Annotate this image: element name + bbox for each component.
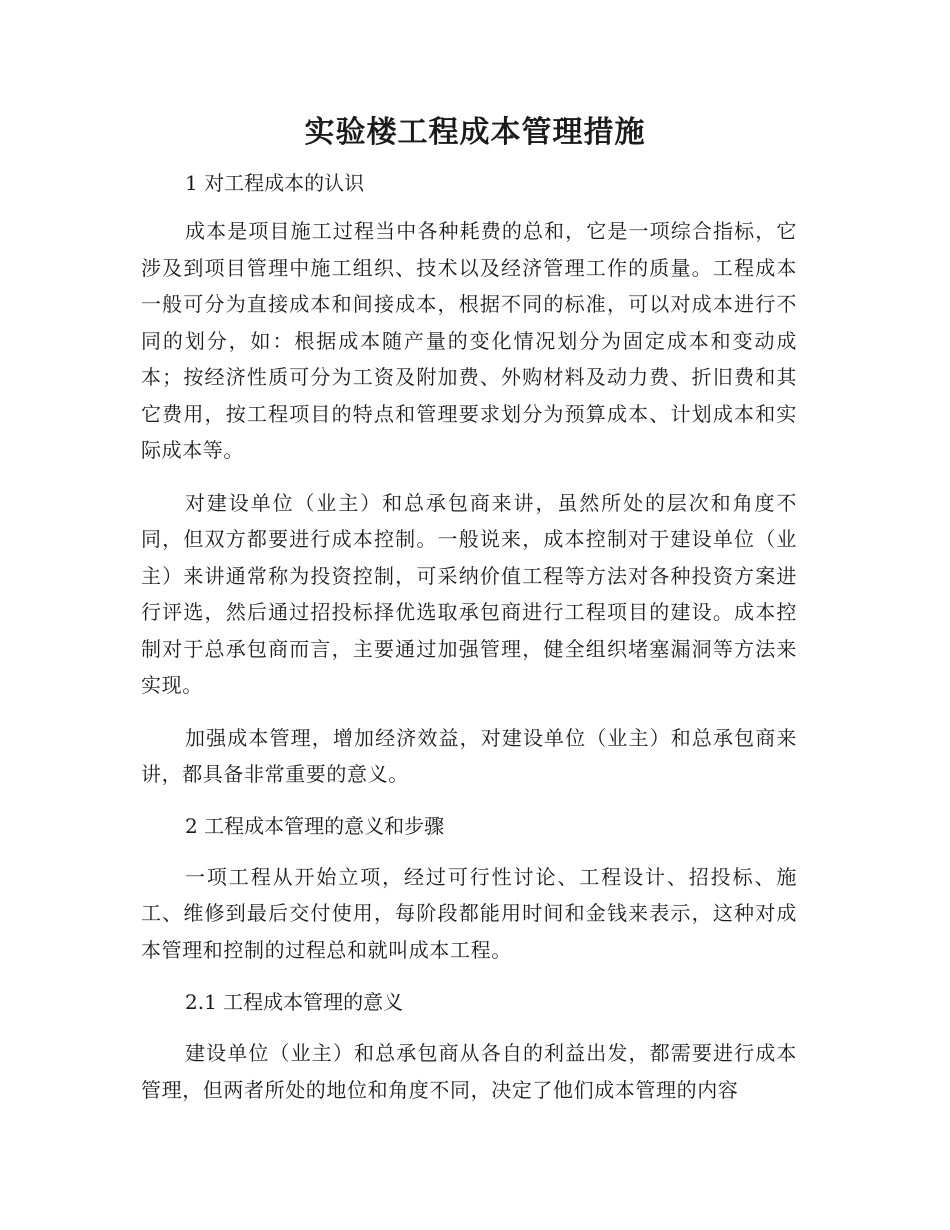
- document-body: [141, 168, 797, 1108]
- body-paragraph: 成本是项目施工过程当中各种耗费的总和，它是一项综合指标，它涉及到项目管理中施工组织、技术以及经济管理工作的质量。工程成本一般可分为直接成本和间接成本，根据不同的标准，可以对成本进行不同的划分，如：根据成本随产量的变化情况划分为固定成本和变动成本；按经济性质可分为工资及附加费、外购材料及动力费、折旧费和其它费用，按工程项目的特点和管理要求划分为预算成本、计划成本和实际成本等。: [141, 219, 797, 462]
- section-heading: 2 工程成本管理的意义和步骤: [185, 813, 445, 838]
- body-paragraph: 一项工程从开始立项，经过可行性讨论、工程设计、招投标、施工、维修到最后交付使用，每阶段都能用时间和金钱来表示，这种对成本管理和控制的过程总和就叫成本工程。: [141, 864, 797, 962]
- body-paragraph: 对建设单位（业主）和总承包商来讲，虽然所处的层次和角度不同，但双方都要进行成本控制。一般说来，成本控制对于建设单位（业主）来讲通常称为投资控制，可采纳价值工程等方法对各种投资方案进行评选，然后通过招投标择优选取承包商进行工程项目的建设。成本控制对于总承包商而言，主要通过加强管理，健全组织堵塞漏洞等方法来实现。: [141, 490, 797, 697]
- body-paragraph: 建设单位（业主）和总承包商从各自的利益出发，都需要进行成本管理，但两者所处的地位和角度不同，决定了他们成本管理的内容: [141, 1041, 797, 1102]
- body-paragraph: 加强成本管理，增加经济效益，对建设单位（业主）和总承包商来讲，都具备非常重要的意义。: [141, 725, 797, 786]
- subsection-heading: 2.1 工程成本管理的意义: [185, 990, 404, 1014]
- document-title: 实验楼工程成本管理措施: [304, 115, 646, 150]
- section-heading: 1 对工程成本的认识: [185, 171, 365, 195]
